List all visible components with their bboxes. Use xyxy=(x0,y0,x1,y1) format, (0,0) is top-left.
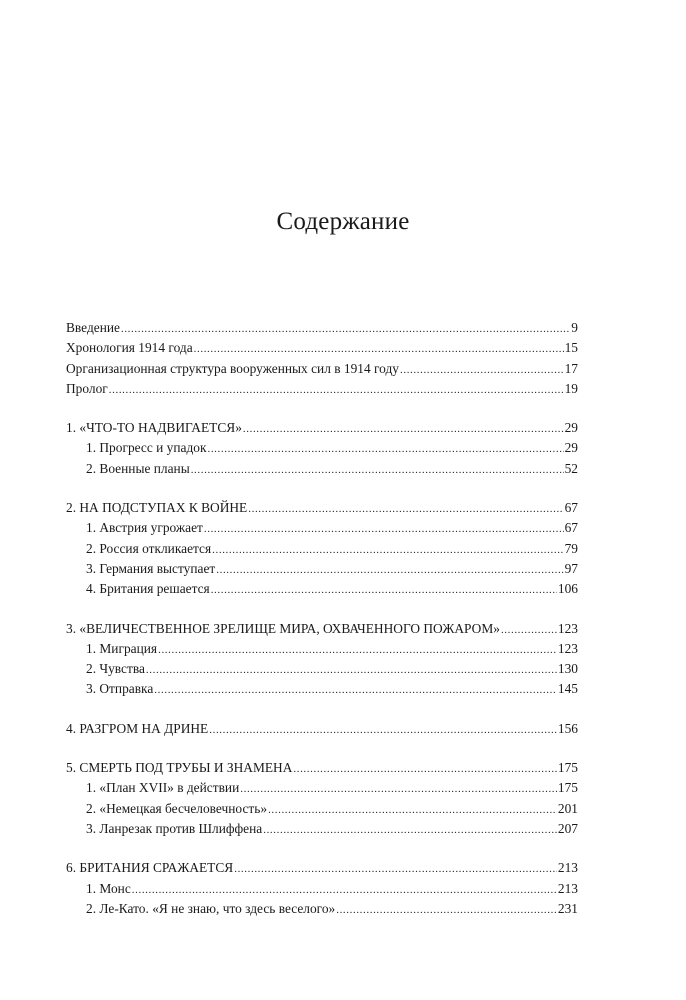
chapter-entry-page-number: 29 xyxy=(564,420,578,436)
toc-entry[interactable] xyxy=(66,338,578,358)
toc-entry-page-number: 15 xyxy=(564,340,578,356)
section-entry[interactable] xyxy=(66,679,578,699)
toc-entry-label: Пролог xyxy=(66,380,108,396)
chapter-entry-label: 3. «ВЕЛИЧЕСТВЕННОЕ ЗРЕЛИЩЕ МИРА, ОХВАЧЕННОГО ПОЖАРОМ» xyxy=(66,620,500,636)
dot-leader xyxy=(234,859,557,879)
section-entry-page-number: 175 xyxy=(557,780,578,796)
chapter-entry-page-number: 175 xyxy=(557,760,578,776)
chapter-entry-label: 2. НА ПОДСТУПАХ К ВОЙНЕ xyxy=(66,500,248,516)
section-entry[interactable] xyxy=(66,659,578,679)
section-entry-page-number: 106 xyxy=(557,581,578,597)
section-entry-page-number: 29 xyxy=(564,440,578,456)
dot-leader xyxy=(194,339,564,359)
dot-leader xyxy=(293,759,557,779)
chapter-entry-label: 1. «ЧТО-ТО НАДВИГАЕТСЯ» xyxy=(66,420,242,436)
section-entry[interactable] xyxy=(66,438,578,458)
chapter-entry[interactable] xyxy=(66,418,578,438)
section-entry[interactable] xyxy=(66,639,578,659)
section-entry-page-number: 130 xyxy=(557,661,578,677)
chapter-entry-page-number: 67 xyxy=(564,500,578,516)
dot-leader xyxy=(109,380,564,400)
chapter-entry[interactable] xyxy=(66,619,578,639)
section-entry[interactable] xyxy=(66,899,578,919)
section-entry-page-number: 201 xyxy=(557,800,578,816)
dot-leader xyxy=(209,720,557,740)
section-entry-page-number: 213 xyxy=(557,880,578,896)
section-entry-label: 2. Чувства xyxy=(86,661,145,677)
dot-leader xyxy=(240,779,557,799)
section-entry-label: 2. Военные планы xyxy=(86,460,190,476)
toc-entry[interactable] xyxy=(66,379,578,399)
section-entry[interactable] xyxy=(66,518,578,538)
section-entry-label: 2. «Немецкая бесчеловечность» xyxy=(86,800,268,816)
chapter-group xyxy=(66,758,578,839)
dot-leader xyxy=(268,800,557,820)
section-entry-label: 4. Британия решается xyxy=(86,581,210,597)
section-entry[interactable] xyxy=(66,459,578,479)
section-entry-page-number: 52 xyxy=(564,460,578,476)
toc-entry-page-number: 17 xyxy=(564,360,578,376)
section-entry-page-number: 123 xyxy=(557,640,578,656)
dot-leader xyxy=(146,660,557,680)
chapter-entry-label: 6. БРИТАНИЯ СРАЖАЕТСЯ xyxy=(66,860,234,876)
toc-entry[interactable] xyxy=(66,359,578,379)
section-entry-page-number: 145 xyxy=(557,681,578,697)
table-of-contents xyxy=(66,318,578,938)
section-entry-page-number: 231 xyxy=(557,900,578,916)
dot-leader xyxy=(207,439,563,459)
chapter-group xyxy=(66,498,578,599)
section-entry-label: 3. Германия выступает xyxy=(86,560,216,576)
dot-leader xyxy=(191,460,564,480)
chapter-group xyxy=(66,619,578,700)
dot-leader xyxy=(336,900,557,920)
chapter-entry[interactable] xyxy=(66,858,578,878)
section-entry-label: 1. Монс xyxy=(86,880,131,896)
dot-leader xyxy=(263,820,557,840)
dot-leader xyxy=(211,580,557,600)
dot-leader xyxy=(121,319,570,339)
chapter-entry-label: 5. СМЕРТЬ ПОД ТРУБЫ И ЗНАМЕНА xyxy=(66,760,293,776)
dot-leader xyxy=(400,360,564,380)
dot-leader xyxy=(501,620,557,640)
chapter-entry[interactable] xyxy=(66,758,578,778)
chapter-entry-page-number: 213 xyxy=(557,860,578,876)
dot-leader xyxy=(158,640,557,660)
chapter-group xyxy=(66,719,578,739)
section-entry-label: 3. Отправка xyxy=(86,681,154,697)
chapter-entry-page-number: 156 xyxy=(557,720,578,736)
section-entry-page-number: 97 xyxy=(564,560,578,576)
section-entry[interactable] xyxy=(66,579,578,599)
section-entry[interactable] xyxy=(66,819,578,839)
section-entry-page-number: 79 xyxy=(564,540,578,556)
chapter-entry[interactable] xyxy=(66,498,578,518)
chapter-entry[interactable] xyxy=(66,719,578,739)
dot-leader xyxy=(154,680,557,700)
dot-leader xyxy=(248,499,563,519)
chapter-group xyxy=(66,418,578,479)
toc-entry[interactable] xyxy=(66,318,578,338)
toc-entry-label: Организационная структура вооруженных сил в 1914 году xyxy=(66,360,399,376)
section-entry-label: 1. «План XVII» в действии xyxy=(86,780,240,796)
section-entry-page-number: 207 xyxy=(557,820,578,836)
toc-entry-page-number: 9 xyxy=(571,320,578,335)
toc-entry-label: Хронология 1914 года xyxy=(66,340,193,356)
section-entry-label: 1. Австрия угрожает xyxy=(86,520,203,536)
section-entry-label: 3. Ланрезак против Шлиффена xyxy=(86,820,263,836)
dot-leader xyxy=(212,540,563,560)
toc-entry-label: Введение xyxy=(66,320,120,335)
dot-leader xyxy=(216,560,563,580)
section-entry-label: 1. Миграция xyxy=(86,640,158,656)
section-entry[interactable] xyxy=(66,539,578,559)
section-entry-label: 2. Россия откликается xyxy=(86,540,212,556)
chapter-entry-label: 4. РАЗГРОМ НА ДРИНЕ xyxy=(66,720,209,736)
section-entry-label: 2. Ле-Като. «Я не знаю, что здесь веселого» xyxy=(86,900,336,916)
section-entry[interactable] xyxy=(66,879,578,899)
chapter-group xyxy=(66,858,578,919)
section-entry[interactable] xyxy=(66,778,578,798)
section-entry[interactable] xyxy=(66,559,578,579)
front-matter-group xyxy=(66,318,578,399)
page-title: Содержание xyxy=(276,208,410,235)
chapter-entry-page-number: 123 xyxy=(557,620,578,636)
section-entry[interactable] xyxy=(66,799,578,819)
dot-leader xyxy=(243,419,564,439)
section-entry-page-number: 67 xyxy=(564,520,578,536)
toc-entry-page-number: 19 xyxy=(564,380,578,396)
dot-leader xyxy=(132,880,557,900)
dot-leader xyxy=(204,519,564,539)
section-entry-label: 1. Прогресс и упадок xyxy=(86,440,207,456)
